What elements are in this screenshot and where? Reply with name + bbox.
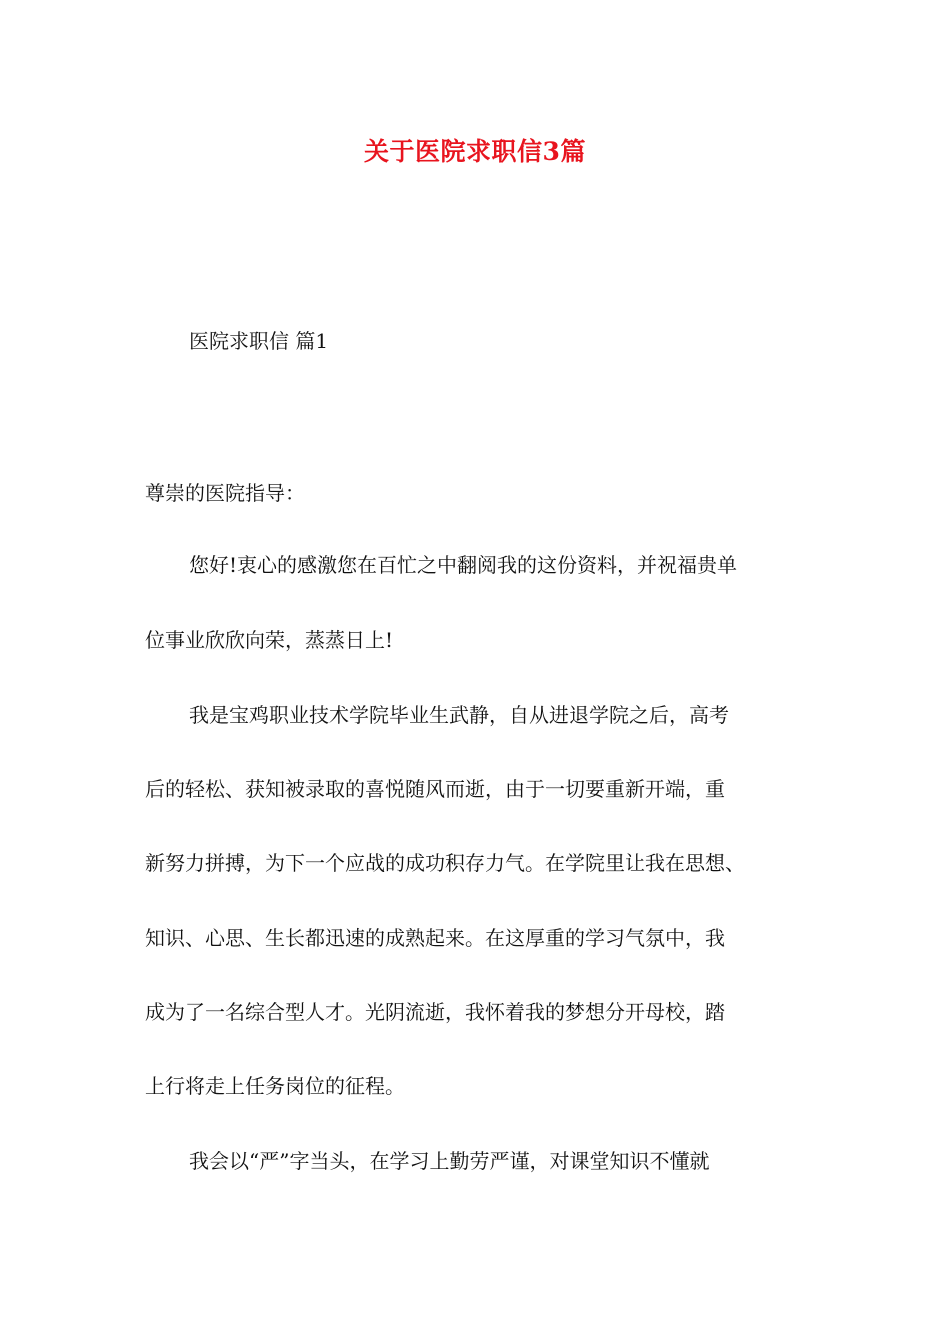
section-heading: 医院求职信 篇1: [189, 329, 329, 353]
paragraph-2-line-6: 上行将走上任务岗位的征程。: [145, 1074, 405, 1098]
document-title: 关于医院求职信3篇: [364, 137, 586, 166]
paragraph-2-line-4: 知识、心思、生长都迅速的成熟起来。在这厚重的学习气氛中，我: [145, 926, 725, 950]
paragraph-2-line-3: 新努力拼搏，为下一个应战的成功积存力气。在学院里让我在思想、: [145, 851, 745, 875]
paragraph-2-line-5: 成为了一名综合型人才。光阴流逝，我怀着我的梦想分开母校，踏: [145, 1000, 725, 1024]
paragraph-1-line-2: 位事业欣欣向荣，蒸蒸日上!: [145, 628, 394, 652]
salutation: 尊崇的医院指导：: [145, 481, 305, 505]
paragraph-1-line-1: 您好!衷心的感激您在百忙之中翻阅我的这份资料，并祝福贵单: [189, 553, 738, 577]
paragraph-2-line-2: 后的轻松、获知被录取的喜悦随风而逝，由于一切要重新开端，重: [145, 777, 725, 801]
paragraph-2-line-1: 我是宝鸡职业技术学院毕业生武静，自从进退学院之后，高考: [189, 703, 729, 727]
paragraph-3-line-1: 我会以“严”字当头，在学习上勤劳严谨，对课堂知识不懂就: [189, 1149, 710, 1173]
